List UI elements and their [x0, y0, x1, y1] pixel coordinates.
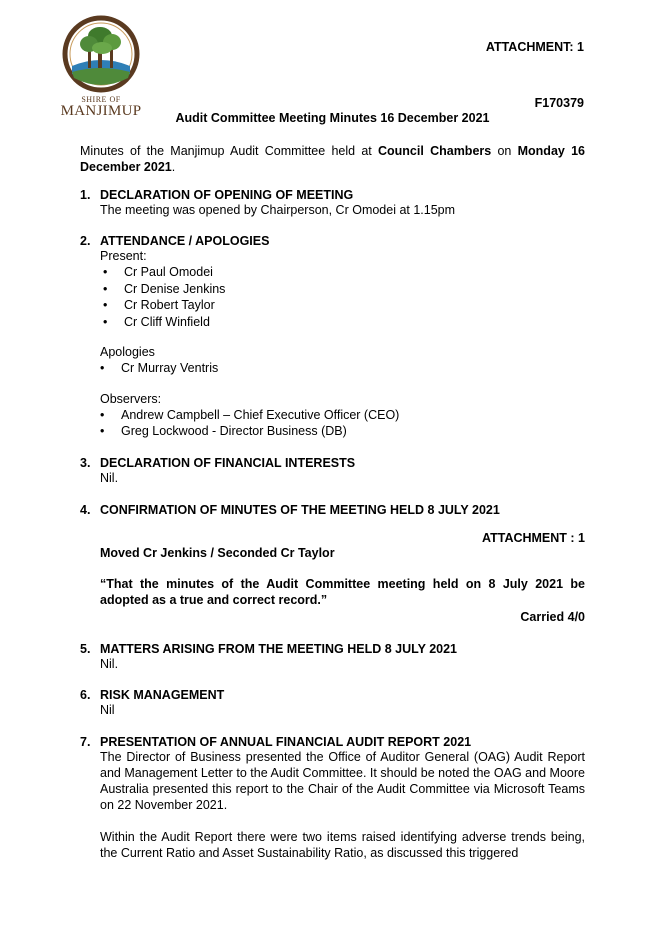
intro-paragraph — [80, 143, 585, 175]
section-paragraph-1: The Director of Business presented the Office of Auditor General (OAG) Audit Report and Management Letter to the Audit Committee. It should be noted the OAG and Moore Australia presented this report to the Chair of the Audit Committee via Microsoft Teams on 22 November 2021. — [100, 750, 585, 812]
section-heading — [80, 234, 585, 248]
section-title: DECLARATION OF FINANCIAL INTERESTS — [100, 456, 356, 470]
section-heading — [80, 688, 585, 702]
section-3 — [80, 456, 585, 486]
apologies-label: Apologies — [100, 345, 155, 359]
section-1 — [80, 188, 585, 218]
section-number: 5. — [80, 642, 91, 656]
attachment-reference: ATTACHMENT : 1 — [482, 531, 585, 545]
observers-list — [80, 407, 585, 440]
shire-emblem-icon — [58, 14, 144, 94]
section-title: RISK MANAGEMENT — [100, 688, 225, 702]
list-item: • Cr Robert Taylor — [124, 297, 585, 314]
section-4 — [80, 503, 585, 624]
section-text: The meeting was opened by Chairperson, Cr Omodei at 1.15pm — [100, 203, 456, 217]
intro-date: Monday 16 December 2021 — [80, 144, 585, 174]
section-number: 2. — [80, 234, 91, 248]
list-item: • Cr Paul Omodei — [124, 264, 585, 281]
logo-line-1: SHIRE OF — [81, 95, 121, 104]
document-title: Audit Committee Meeting Minutes 16 December 2021 — [175, 111, 490, 125]
section-heading — [80, 456, 585, 470]
motion-result: Carried 4/0 — [520, 610, 585, 624]
intro-venue: Council Chambers — [378, 144, 492, 158]
shire-logo — [58, 14, 144, 122]
section-number: 1. — [80, 188, 91, 202]
list-item: • Cr Cliff Winfield — [124, 314, 585, 331]
section-title: DECLARATION OF OPENING OF MEETING — [100, 188, 354, 202]
apologies-list — [80, 360, 585, 377]
section-5 — [80, 642, 585, 672]
file-reference: F170379 — [534, 96, 584, 110]
attachment-label: ATTACHMENT: 1 — [485, 40, 584, 54]
section-6 — [80, 688, 585, 718]
section-title: PRESENTATION OF ANNUAL FINANCIAL AUDIT REPORT 2021 — [100, 735, 472, 749]
section-2 — [80, 234, 585, 440]
list-item: • Andrew Campbell – Chief Executive Officer (CEO) — [121, 407, 585, 424]
present-label: Present: — [100, 249, 147, 263]
section-heading — [80, 735, 585, 749]
section-title: MATTERS ARISING FROM THE MEETING HELD 8 JULY 2021 — [100, 642, 458, 656]
section-heading — [80, 503, 585, 517]
present-list — [80, 264, 585, 330]
section-text: Nil. — [100, 471, 119, 485]
moved-seconded: Moved Cr Jenkins / Seconded Cr Taylor — [100, 546, 335, 560]
section-text: Nil. — [100, 657, 119, 671]
observers-label: Observers: — [100, 391, 162, 406]
list-item: • Cr Denise Jenkins — [124, 281, 585, 298]
section-title: CONFIRMATION OF MINUTES OF THE MEETING HELD 8 JULY 2021 — [100, 503, 500, 517]
motion-text: “That the minutes of the Audit Committee meeting held on 8 July 2021 be adopted as a true and correct record.” — [100, 577, 585, 607]
section-number: 7. — [80, 735, 91, 749]
section-number: 4. — [80, 503, 91, 517]
section-text: Nil — [100, 703, 115, 717]
intro-text-2: on — [491, 144, 518, 158]
section-7 — [80, 735, 585, 861]
section-title: ATTENDANCE / APOLOGIES — [100, 234, 270, 248]
section-heading — [80, 188, 585, 202]
intro-text-1: Minutes of the Manjimup Audit Committee held at — [80, 144, 378, 158]
section-heading — [80, 642, 585, 656]
section-paragraph-2: Within the Audit Report there were two items raised identifying adverse trends being, the Current Ratio and Asset Sustainability Ratio, as discussed this triggered — [100, 830, 585, 860]
list-item: • Cr Murray Ventris — [121, 360, 585, 377]
intro-end: . — [171, 160, 176, 174]
logo-line-2: MANJIMUP — [60, 103, 142, 119]
section-number: 6. — [80, 688, 91, 702]
section-number: 3. — [80, 456, 91, 470]
list-item: • Greg Lockwood - Director Business (DB) — [121, 423, 585, 440]
